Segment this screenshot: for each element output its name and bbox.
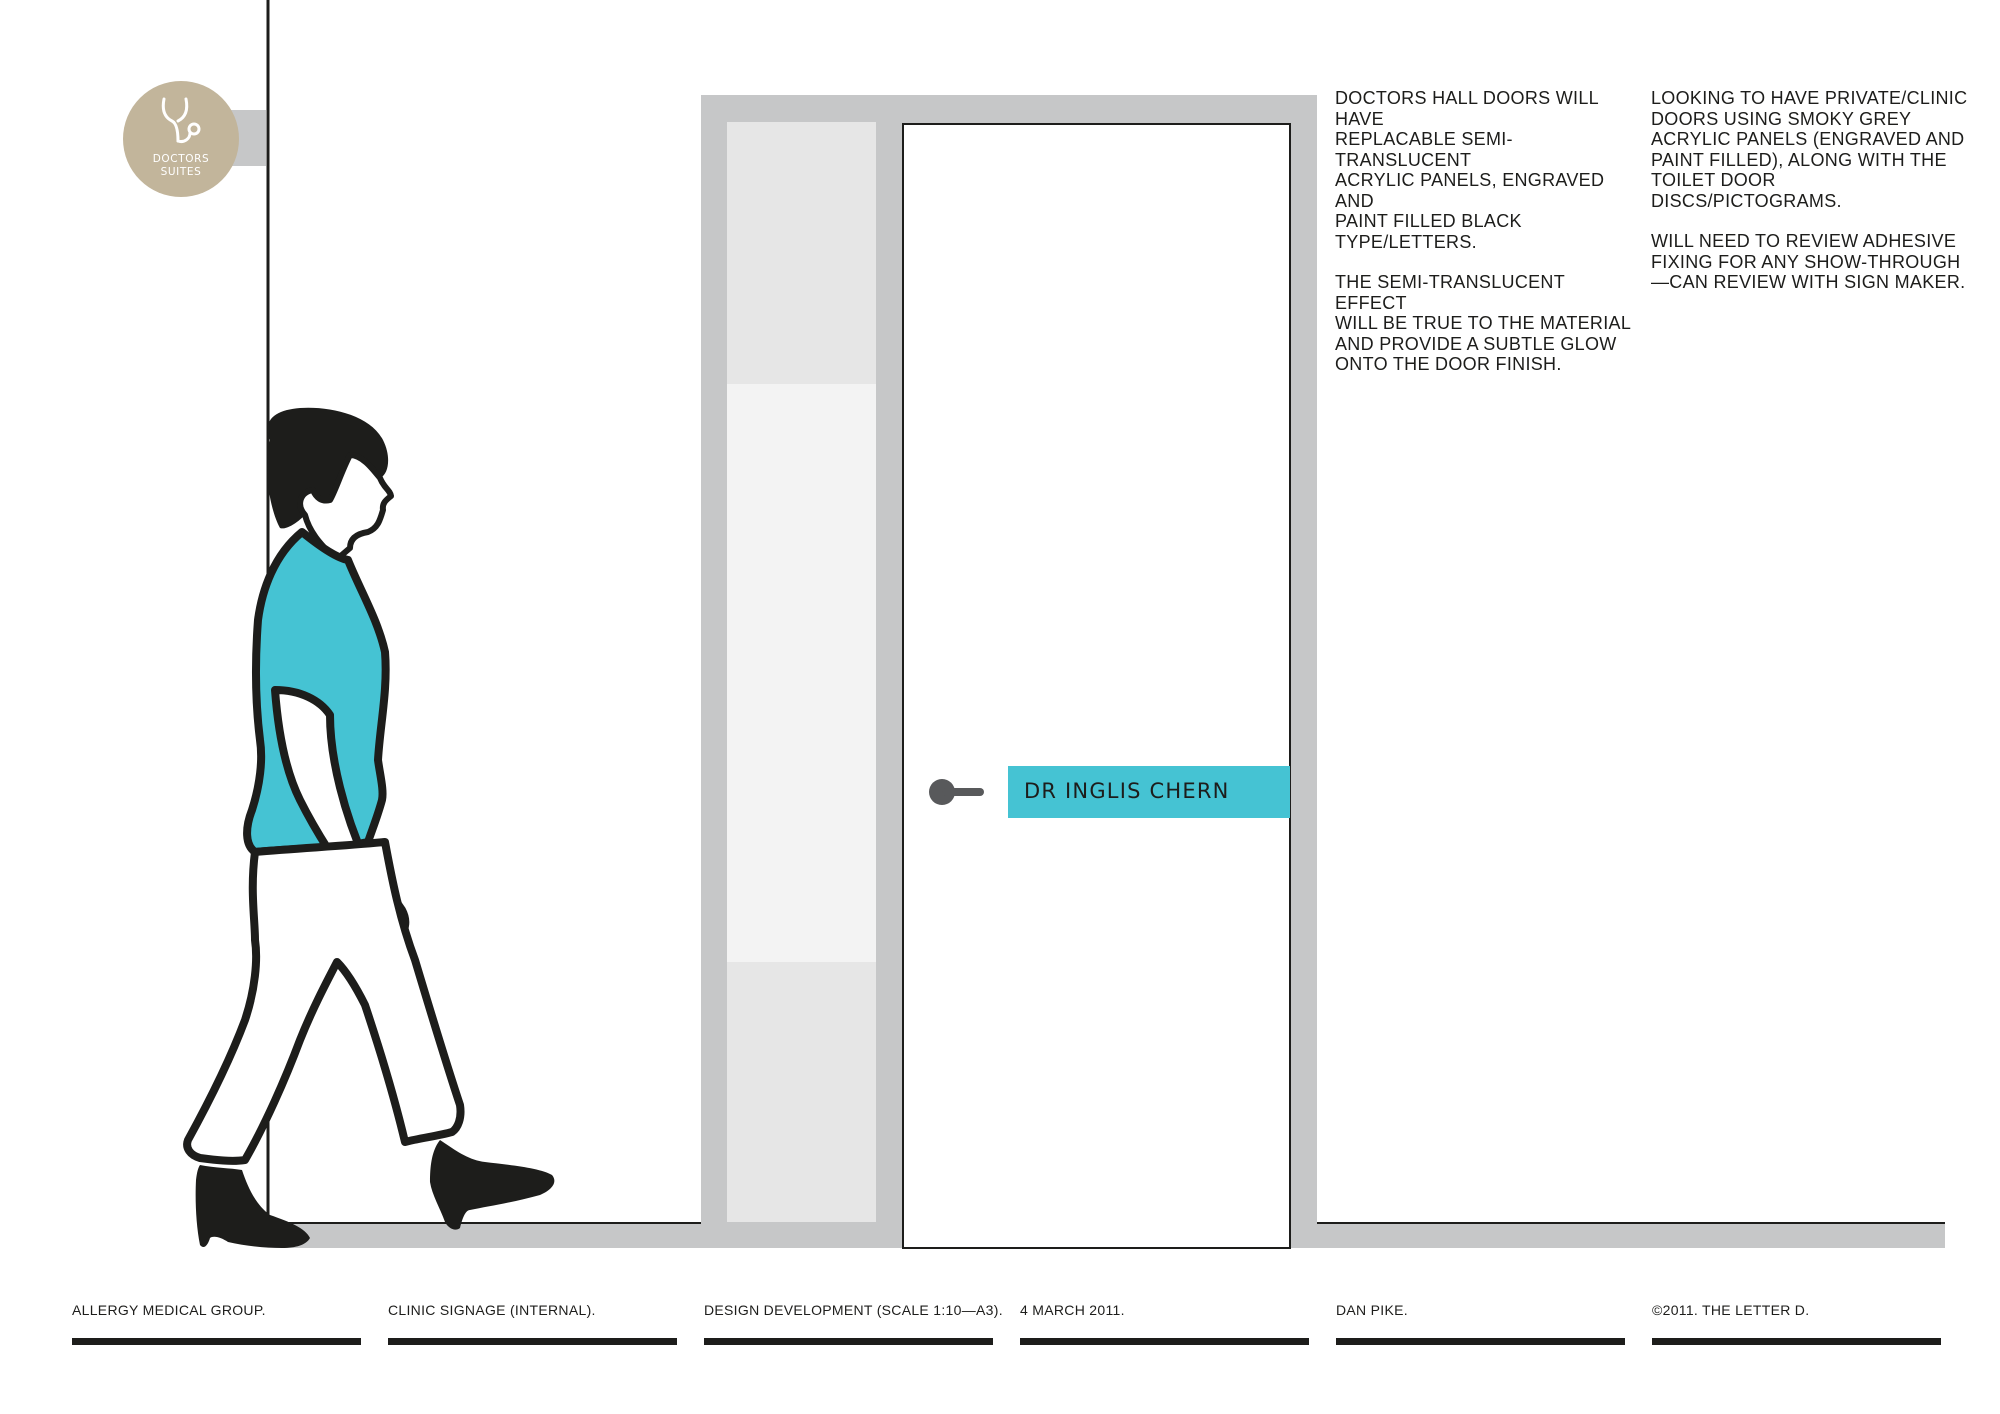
footer-rule xyxy=(704,1338,993,1345)
footer-date xyxy=(1020,1302,1309,1318)
badge-label-line1: DOCTORS xyxy=(152,153,210,165)
footer-date-label: 4 MARCH 2011. xyxy=(1020,1302,1125,1318)
doctors-suites-badge xyxy=(123,81,239,197)
door-sign-label: DR INGLIS CHERN xyxy=(1024,779,1230,803)
footer-copyright xyxy=(1652,1302,1941,1318)
footer-stage-label: DESIGN DEVELOPMENT (SCALE 1:10—A3). xyxy=(704,1302,1003,1318)
footer-author-label: DAN PIKE. xyxy=(1336,1302,1408,1318)
footer-copyright-label: ©2011. THE LETTER D. xyxy=(1652,1302,1810,1318)
notes-left-column xyxy=(1335,88,1635,395)
note-left-paragraph-2: THE SEMI-TRANSLUCENT EFFECT WILL BE TRUE TO THE MATERIAL AND PROVIDE A SUBTLE GLOW ONTO THE DOOR FINISH. xyxy=(1335,272,1632,374)
footer-rule xyxy=(1652,1338,1941,1345)
footer-author xyxy=(1336,1302,1625,1318)
footer-project-label: CLINIC SIGNAGE (INTERNAL). xyxy=(388,1302,596,1318)
footer-rule xyxy=(72,1338,361,1345)
footer-rule xyxy=(388,1338,677,1345)
footer-rule xyxy=(1336,1338,1625,1345)
footer-client-label: ALLERGY MEDICAL GROUP. xyxy=(72,1302,266,1318)
notes-right-column xyxy=(1651,88,1971,313)
stethoscope-icon xyxy=(156,95,206,147)
footer-project xyxy=(388,1302,677,1318)
note-right-paragraph-1: LOOKING TO HAVE PRIVATE/CLINIC DOORS USING SMOKY GREY ACRYLIC PANELS (ENGRAVED AND PAINT FILLED), ALONG WITH THE TOILET DOOR DISCS/PICTOGRAMS. xyxy=(1651,88,1968,211)
footer-stage xyxy=(704,1302,1003,1318)
footer-rule xyxy=(1020,1338,1309,1345)
badge-label-line2: SUITES xyxy=(160,166,202,178)
note-left-paragraph-1: DOCTORS HALL DOORS WILL HAVE REPLACABLE SEMI-TRANSLUCENT ACRYLIC PANELS, ENGRAVED AND PAINT FILLED BLACK TYPE/LETTERS. xyxy=(1335,88,1605,252)
footer-client xyxy=(72,1302,361,1318)
note-right-paragraph-2: WILL NEED TO REVIEW ADHESIVE FIXING FOR ANY SHOW-THROUGH —CAN REVIEW WITH SIGN MAKER. xyxy=(1651,231,1966,292)
